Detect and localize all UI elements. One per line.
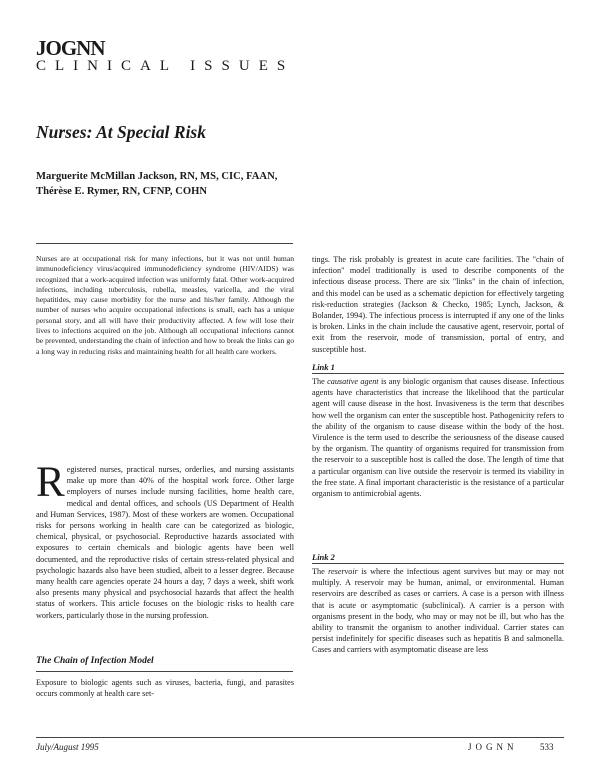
footer-journal: JOGNN (468, 742, 518, 752)
link1-pre: The (312, 377, 328, 386)
link1-paragraph (312, 376, 564, 499)
abstract: Nurses are at occupational risk for many infections, but it was not until human immunodeficiency virus/acquired immunodeficiency syndrome (HIV/AIDS) was recognized that a work-acquired infection was uniformly fatal. Other work-acquired infections, including tuberculosis, rubella, measles, varicella, and the viral hepatitides, may cause morbidity for the nurse and his/her family. Although the number of nurses who acquire occupational infections is small, each has a unique personal story, and all will have their productivity affected. A few will lose their lives to infections acquired on the job. Although all occupational infections cannot be prevented, understanding the chain of infection and how to break the links can go a long way in reducing risks and maintaining health for all health care workers. (36, 254, 294, 356)
link2-term: reservoir (328, 567, 358, 576)
link2-heading: Link 2 (312, 552, 335, 562)
link1-text: is any biologic organism that causes disease. Infectious agents have characteristics that increase the likelihood that the particular agent will cause disease in the host. Invasiveness is the term that describes how well the organism can enter the susceptible host. Pathogenicity refers to the ability of the organism to cause disease within the body of the host. Virulence is the term used to describe the seriousness of the disease caused by the organism. The quantity of organisms required for transmission from the reservoir to a susceptible host is called the dose. The length of time that a particular organism can live outside the reservoir is termed its viability in the free state. A final important characteristic is the resistance of a particular organism to antimicrobial agents. (312, 377, 565, 499)
page-number: 533 (540, 742, 554, 752)
section-heading: The Chain of Infection Model (36, 656, 154, 666)
section-label: CLINICAL ISSUES (36, 58, 295, 74)
author-line: Marguerite McMillan Jackson, RN, MS, CIC, FAAN, (36, 171, 278, 182)
link2-divider (312, 563, 564, 564)
author-line: Thérèse E. Rymer, RN, CFNP, COHN (36, 186, 207, 197)
footer-divider (36, 737, 564, 738)
section-divider (36, 671, 293, 672)
link2-text: is where the infectious agent survives but may or may not multiply. A reservoir may be human, animal, or environmental. Human reservoirs are described as cases or carriers. A case is a person with illness that is acute or asymptomatic (subclinical). A carrier is a person with organisms present in the body, who may or may not be ill, but who has the ability to transmit the organism to another individual. Carrier states can persist indefinitely for specific diseases such as hepatitis B and salmonella. Cases and carriers with asymptomatic disease are less (312, 567, 564, 655)
link2-paragraph (312, 566, 564, 656)
drop-cap: R (36, 459, 65, 506)
abstract-divider (36, 243, 293, 244)
footer-date: July/August 1995 (36, 742, 99, 752)
link2-pre: The (312, 567, 329, 576)
link1-heading: Link 1 (312, 362, 335, 372)
intro-paragraph (36, 459, 294, 621)
article-title: Nurses: At Special Risk (36, 122, 206, 142)
chain-paragraph: Exposure to biologic agents such as viruses, bacteria, fungi, and parasites occurs commonly at health care set- (36, 678, 294, 699)
intro-text: egistered nurses, practical nurses, orderlies, and nursing assistants make up more than 40% of the hospital work force. Other large employers of nurses include nursing facilities, home health care, medical and dental offices, and schools (US Department of Health and Human Services, 1987). Most of these workers are women. Occupational risks for persons working in health care can be categorized as biologic, chemical, physical, or psychosocial. Reproductive hazards associated with exposures to certain chemicals and biologic agents have been well documented, and the reproductive risks of certain stress-related physical and psychologic hazards also have been studied, albeit to a lesser degree. Because many health care agencies operate 24 hours a day, 7 days a week, shift work also presents many physical and psychosocial hazards that affect the health status of workers. This article focuses on the biologic risks to health care workers, particularly those in the nursing profession. (36, 465, 294, 620)
link1-divider (312, 373, 564, 374)
right-column-paragraph: tings. The risk probably is greatest in acute care facilities. The "chain of infection" model traditionally is used to describe components of the infectious disease process. There are six "links" in the chain of infection, and this model can be used as a schematic depiction for effectively targeting risk-reduction strategies (Jackson & Checko, 1985; Lynch, Jackson, & Bolander, 1994). The infectious process is interrupted if any one of the links is broken. Links in the chain include the causative agent, reservoir, portal of exit from the reservoir, mode of transmission, portal of entry, and susceptible host. (312, 255, 564, 354)
link1-term: causative agent (327, 377, 379, 386)
journal-logo: JOGNN (36, 36, 105, 60)
